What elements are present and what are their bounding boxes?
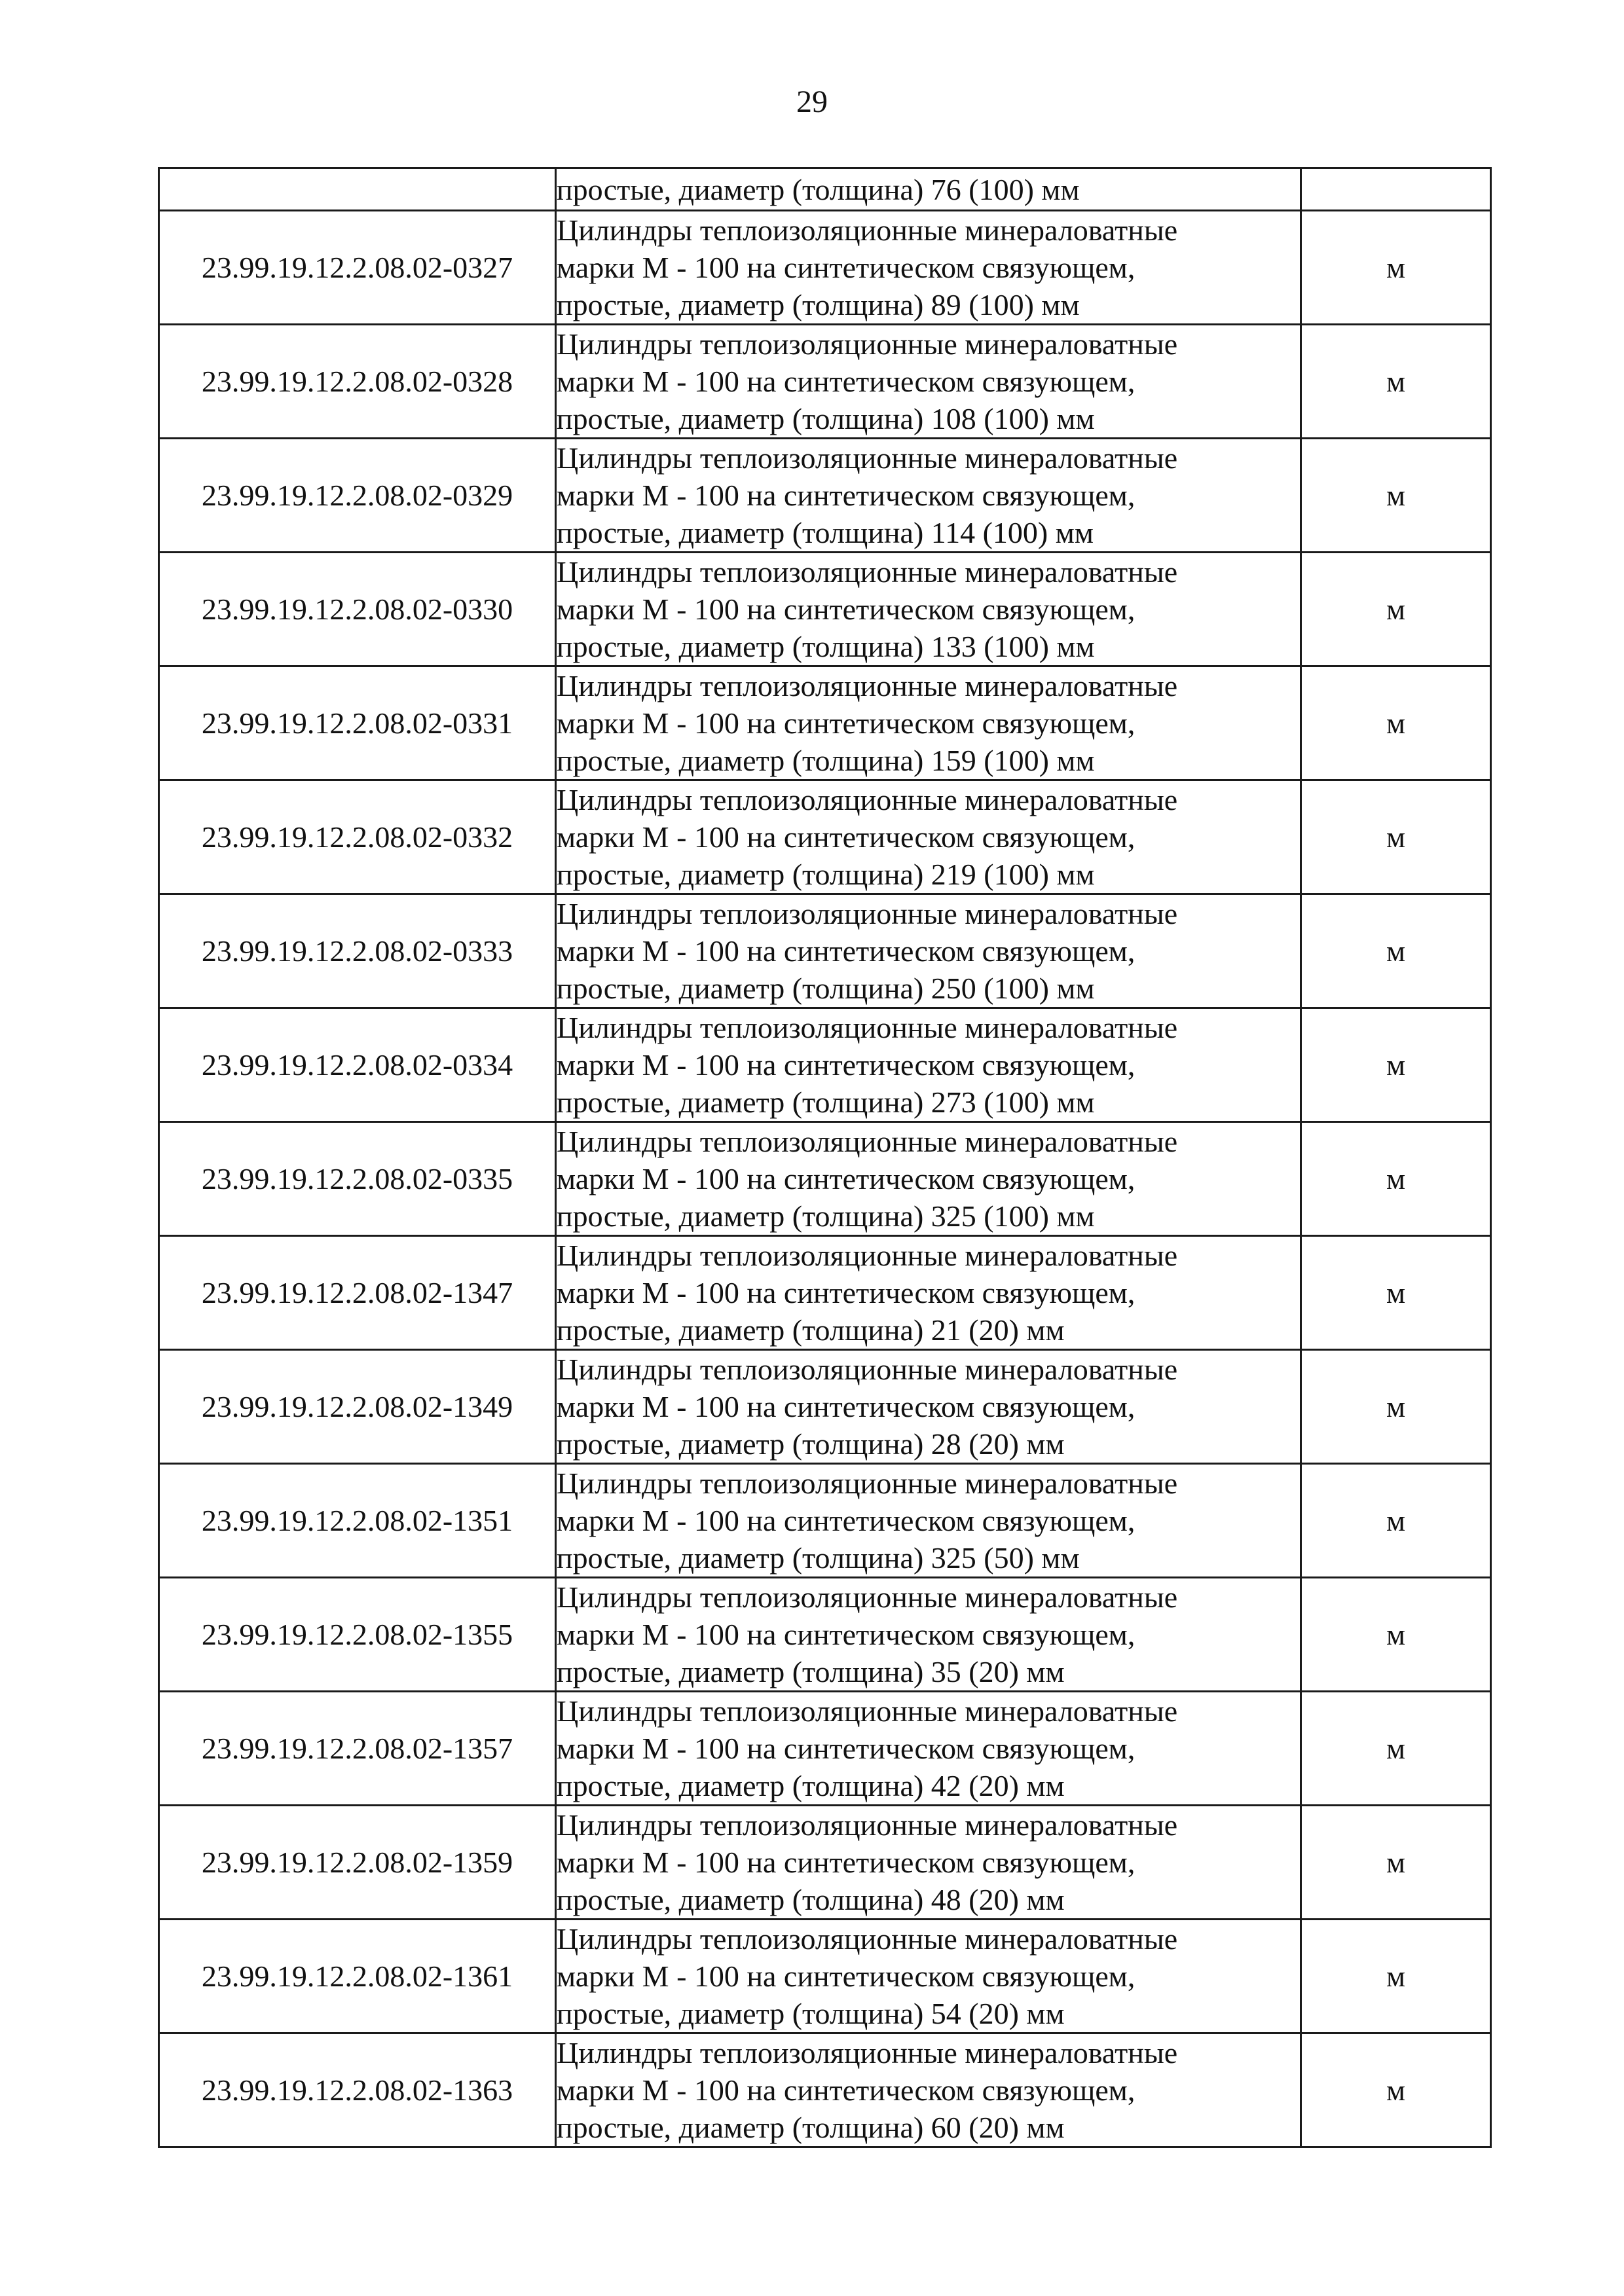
unit-cell <box>1301 168 1491 211</box>
description-cell <box>556 1008 1301 1122</box>
description-line: Цилиндры теплоизоляционные минераловатные <box>557 1580 1178 1614</box>
description-line: простые, диаметр (толщина) 35 (20) мм <box>557 1655 1065 1688</box>
resource-codes-table <box>158 167 1492 2148</box>
description-cell <box>556 1122 1301 1236</box>
description-line: Цилиндры теплоизоляционные минераловатные <box>557 327 1178 361</box>
code-cell: 23.99.19.12.2.08.02-1347 <box>159 1236 556 1350</box>
unit-cell: м <box>1301 780 1491 894</box>
description-line: простые, диаметр (толщина) 60 (20) мм <box>557 2111 1065 2144</box>
description-line: марки М - 100 на синтетическом связующем, <box>557 1504 1135 1537</box>
unit-cell: м <box>1301 666 1491 780</box>
description-line: марки М - 100 на синтетическом связующем, <box>557 1390 1135 1423</box>
table-row <box>159 1122 1491 1236</box>
unit-cell: м <box>1301 1806 1491 1920</box>
description-cell <box>556 439 1301 553</box>
description-line: марки М - 100 на синтетическом связующем, <box>557 479 1135 512</box>
table-row <box>159 439 1491 553</box>
table-body <box>159 168 1491 2147</box>
description-line: марки М - 100 на синтетическом связующем, <box>557 1276 1135 1309</box>
code-cell <box>159 168 556 211</box>
code-cell: 23.99.19.12.2.08.02-0329 <box>159 439 556 553</box>
description-line: Цилиндры теплоизоляционные минераловатные <box>557 1125 1178 1158</box>
code-cell: 23.99.19.12.2.08.02-0327 <box>159 211 556 325</box>
description-line: простые, диаметр (толщина) 273 (100) мм <box>557 1085 1095 1119</box>
unit-cell: м <box>1301 894 1491 1008</box>
description-line: Цилиндры теплоизоляционные минераловатные <box>557 213 1178 247</box>
description-line: Цилиндры теплоизоляционные минераловатные <box>557 1467 1178 1500</box>
code-cell: 23.99.19.12.2.08.02-1349 <box>159 1350 556 1464</box>
description-line: простые, диаметр (толщина) 114 (100) мм <box>557 516 1094 549</box>
unit-cell: м <box>1301 211 1491 325</box>
description-line: марки М - 100 на синтетическом связующем, <box>557 2073 1135 2107</box>
unit-cell: м <box>1301 1920 1491 2033</box>
description-cell <box>556 894 1301 1008</box>
code-cell: 23.99.19.12.2.08.02-1359 <box>159 1806 556 1920</box>
description-line: Цилиндры теплоизоляционные минераловатные <box>557 2036 1178 2069</box>
description-line: марки М - 100 на синтетическом связующем, <box>557 1618 1135 1651</box>
unit-cell: м <box>1301 553 1491 666</box>
description-line: Цилиндры теплоизоляционные минераловатные <box>557 897 1178 930</box>
description-cell <box>556 666 1301 780</box>
table-row <box>159 1806 1491 1920</box>
table-row <box>159 1692 1491 1806</box>
description-line: марки М - 100 на синтетическом связующем, <box>557 1162 1135 1195</box>
description-line: Цилиндры теплоизоляционные минераловатные <box>557 1694 1178 1728</box>
description-line: Цилиндры теплоизоляционные минераловатные <box>557 555 1178 589</box>
code-cell: 23.99.19.12.2.08.02-0332 <box>159 780 556 894</box>
description-cell <box>556 2033 1301 2147</box>
code-cell: 23.99.19.12.2.08.02-0335 <box>159 1122 556 1236</box>
description-line: простые, диаметр (толщина) 108 (100) мм <box>557 402 1095 435</box>
unit-cell: м <box>1301 325 1491 439</box>
code-cell: 23.99.19.12.2.08.02-0328 <box>159 325 556 439</box>
code-cell: 23.99.19.12.2.08.02-1363 <box>159 2033 556 2147</box>
code-cell: 23.99.19.12.2.08.02-1361 <box>159 1920 556 2033</box>
table-row <box>159 1236 1491 1350</box>
description-line: простые, диаметр (толщина) 54 (20) мм <box>557 1997 1065 2030</box>
table-row <box>159 325 1491 439</box>
description-line: марки М - 100 на синтетическом связующем, <box>557 706 1135 740</box>
unit-cell: м <box>1301 1578 1491 1692</box>
code-cell: 23.99.19.12.2.08.02-0333 <box>159 894 556 1008</box>
description-line: простые, диаметр (толщина) 76 (100) мм <box>557 172 1080 206</box>
description-line: марки М - 100 на синтетическом связующем, <box>557 1959 1135 1993</box>
unit-cell: м <box>1301 1692 1491 1806</box>
description-line: простые, диаметр (толщина) 325 (50) мм <box>557 1541 1080 1575</box>
description-line: марки М - 100 на синтетическом связующем, <box>557 934 1135 968</box>
description-line: простые, диаметр (толщина) 48 (20) мм <box>557 1883 1065 1916</box>
description-cell <box>556 1578 1301 1692</box>
description-cell <box>556 1350 1301 1464</box>
description-line: марки М - 100 на синтетическом связующем, <box>557 592 1135 626</box>
description-line: марки М - 100 на синтетическом связующем, <box>557 251 1135 284</box>
description-line: простые, диаметр (толщина) 325 (100) мм <box>557 1199 1095 1233</box>
table-row-continuation <box>159 168 1491 211</box>
description-line: простые, диаметр (толщина) 133 (100) мм <box>557 630 1095 663</box>
table-row <box>159 1008 1491 1122</box>
description-cell <box>556 780 1301 894</box>
table-row <box>159 2033 1491 2147</box>
description-line: марки М - 100 на синтетическом связующем, <box>557 1732 1135 1765</box>
code-cell: 23.99.19.12.2.08.02-1351 <box>159 1464 556 1578</box>
description-line: Цилиндры теплоизоляционные минераловатные <box>557 441 1178 475</box>
table-row <box>159 1578 1491 1692</box>
description-line: Цилиндры теплоизоляционные минераловатные <box>557 1353 1178 1386</box>
description-line: простые, диаметр (толщина) 159 (100) мм <box>557 744 1095 777</box>
description-cell <box>556 1806 1301 1920</box>
description-cell <box>556 1464 1301 1578</box>
description-cell <box>556 1236 1301 1350</box>
code-cell: 23.99.19.12.2.08.02-0330 <box>159 553 556 666</box>
description-cell <box>556 553 1301 666</box>
unit-cell: м <box>1301 439 1491 553</box>
description-line: простые, диаметр (толщина) 250 (100) мм <box>557 972 1095 1005</box>
unit-cell: м <box>1301 1122 1491 1236</box>
table-row <box>159 1464 1491 1578</box>
description-line: марки М - 100 на синтетическом связующем, <box>557 820 1135 854</box>
description-line: простые, диаметр (толщина) 42 (20) мм <box>557 1769 1065 1802</box>
description-line: марки М - 100 на синтетическом связующем, <box>557 1048 1135 1082</box>
description-cell <box>556 211 1301 325</box>
unit-cell: м <box>1301 2033 1491 2147</box>
code-cell: 23.99.19.12.2.08.02-1355 <box>159 1578 556 1692</box>
unit-cell: м <box>1301 1464 1491 1578</box>
description-line: Цилиндры теплоизоляционные минераловатные <box>557 669 1178 702</box>
description-line: Цилиндры теплоизоляционные минераловатные <box>557 1011 1178 1044</box>
table-row <box>159 894 1491 1008</box>
description-cell <box>556 1692 1301 1806</box>
description-line: Цилиндры теплоизоляционные минераловатные <box>557 1922 1178 1956</box>
unit-cell: м <box>1301 1350 1491 1464</box>
description-line: простые, диаметр (толщина) 21 (20) мм <box>557 1313 1065 1347</box>
unit-cell: м <box>1301 1008 1491 1122</box>
description-line: Цилиндры теплоизоляционные минераловатные <box>557 783 1178 816</box>
description-cell <box>556 168 1301 211</box>
description-line: марки М - 100 на синтетическом связующем, <box>557 1846 1135 1879</box>
unit-cell: м <box>1301 1236 1491 1350</box>
table-row <box>159 1920 1491 2033</box>
description-line: марки М - 100 на синтетическом связующем, <box>557 365 1135 398</box>
table-row <box>159 211 1491 325</box>
description-line: простые, диаметр (толщина) 89 (100) мм <box>557 288 1080 321</box>
description-line: Цилиндры теплоизоляционные минераловатные <box>557 1808 1178 1842</box>
code-cell: 23.99.19.12.2.08.02-0331 <box>159 666 556 780</box>
description-line: простые, диаметр (толщина) 219 (100) мм <box>557 858 1095 891</box>
page-number: 29 <box>796 84 828 119</box>
table-row <box>159 553 1491 666</box>
table-row <box>159 780 1491 894</box>
description-line: простые, диаметр (толщина) 28 (20) мм <box>557 1427 1065 1461</box>
table-row <box>159 666 1491 780</box>
table-row <box>159 1350 1491 1464</box>
code-cell: 23.99.19.12.2.08.02-0334 <box>159 1008 556 1122</box>
code-cell: 23.99.19.12.2.08.02-1357 <box>159 1692 556 1806</box>
description-cell <box>556 325 1301 439</box>
description-line: Цилиндры теплоизоляционные минераловатные <box>557 1239 1178 1272</box>
description-cell <box>556 1920 1301 2033</box>
